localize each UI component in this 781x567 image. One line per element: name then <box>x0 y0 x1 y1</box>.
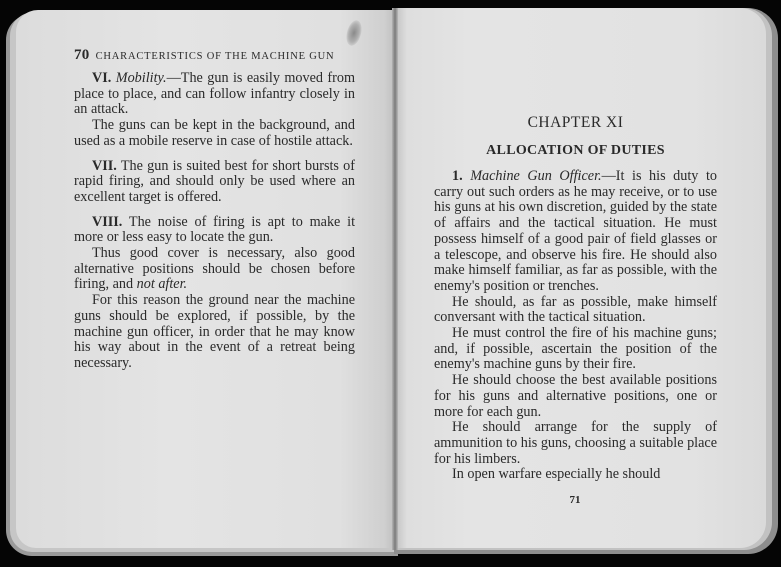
paragraph-text: —It is his duty to carry out such orders as he may receive, or to use his guns at his own discretion, guided by the state of affairs and the tactical situation. He must possess himself of a good pair of field glasses or a telescope, and observe his fire. He should also make himself familiar, as far as possible, with the enemy's position or trenches. <box>434 168 718 294</box>
paragraph-text: He should choose the best available positions for his guns and alternative positions, one or more for each gun. <box>434 372 717 420</box>
section-numeral: VII. <box>92 157 117 174</box>
section-numeral: 1. <box>452 168 463 184</box>
running-head-title: CHARACTERISTICS OF THE MACHINE GUN <box>95 51 335 62</box>
left-page-text <box>74 71 355 372</box>
paragraph-text: The gun is suited best for short bursts of rapid firing, and should only be used where an excellent target is offered. <box>74 157 355 205</box>
paragraph <box>74 293 355 372</box>
paragraph <box>434 420 717 467</box>
paragraph <box>74 246 355 293</box>
book-gutter <box>392 8 398 550</box>
section-heading: Machine Gun Officer. <box>470 168 602 184</box>
paragraph <box>434 295 717 326</box>
right-page-text <box>434 169 717 483</box>
section-numeral: VIII. <box>92 213 123 230</box>
paragraph-text: The noise of firing is apt to make it more or less easy to locate the gun. <box>74 213 356 246</box>
page-number-right: 71 <box>569 494 581 506</box>
paragraph-text: For this reason the ground near the machine guns should be explored, if possible, by the machine gun officer, in order that he may know his way about in the event of a retreat being necessary. <box>74 292 355 371</box>
paragraph <box>434 467 717 483</box>
section-numeral: VI. <box>92 70 112 86</box>
paragraph-text: In open warfare especially he should <box>452 466 661 483</box>
section-heading: Mobility. <box>115 70 167 86</box>
paragraph-text: —The gun is easily moved from place to place, and can follow infantry closely in an attack. <box>74 70 356 118</box>
paragraph-text: Thus good cover is necessary, also good alternative positions should be chosen before firing, and <box>74 245 355 293</box>
chapter-number: CHAPTER XI <box>527 114 624 131</box>
paragraph <box>74 118 355 149</box>
paragraph <box>434 373 717 420</box>
running-head <box>74 47 359 64</box>
paragraph-machine-gun-officer <box>434 169 717 295</box>
paragraph-mobility <box>74 71 355 118</box>
paragraph-text: He should arrange for the supply of ammunition to his guns, choosing a suitable place for his limbers. <box>434 419 717 467</box>
page-number-left: 70 <box>74 47 90 63</box>
paragraph-vii <box>74 159 355 206</box>
paragraph-text: He must control the fire of his machine guns; and, if possible, ascertain the position of the enemy's machine guns by their fire. <box>434 325 717 373</box>
emphasis-text: not after. <box>136 276 188 293</box>
paragraph-text: The guns can be kept in the background, and used as a mobile reserve in case of hostile attack. <box>74 117 355 149</box>
paragraph-text: He should, as far as possible, make himself conversant with the tactical situation. <box>434 293 717 326</box>
paragraph-viii <box>74 215 355 246</box>
paragraph <box>434 326 717 373</box>
chapter-title: ALLOCATION OF DUTIES <box>486 143 665 158</box>
